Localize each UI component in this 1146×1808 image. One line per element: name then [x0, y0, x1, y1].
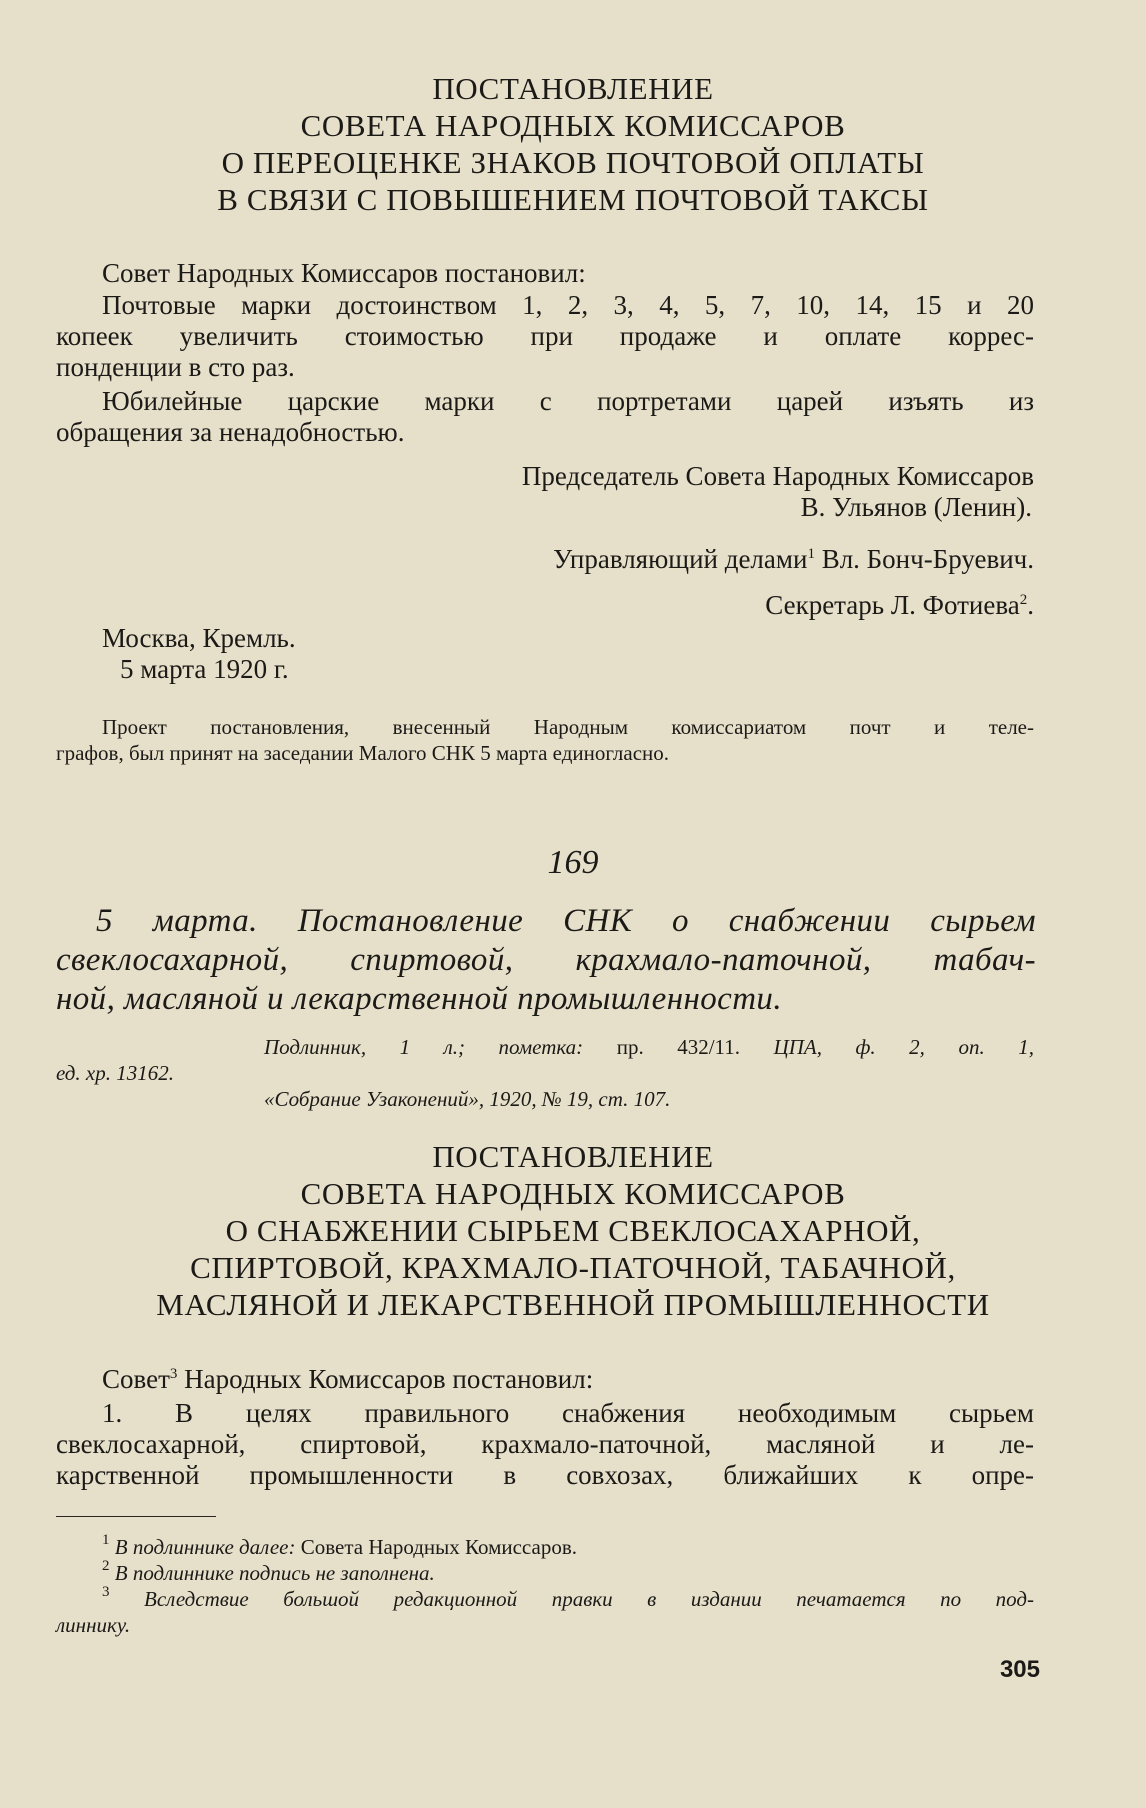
source-mark: пр. 432/11.: [616, 1035, 741, 1059]
heading-line: ПОСТАНОВЛЕНИЕ: [432, 71, 714, 106]
intro-text: Совет: [102, 1364, 170, 1394]
footnote-text: Совета Народных Комиссаров.: [300, 1535, 577, 1559]
place-date: [102, 623, 296, 685]
intro-text: Народных Комиссаров постановил:: [184, 1364, 594, 1394]
source-archive: ЦПА, ф. 2, оп. 1,: [773, 1035, 1034, 1059]
secretary-text: Секретарь Л. Фотиева: [765, 590, 1020, 620]
manager-signature: [300, 544, 1034, 575]
source-original: Подлинник, 1 л.; пометка:: [264, 1035, 584, 1059]
source-references: [56, 1034, 1034, 1112]
title-line: свеклосахарной, спиртовой, крахмало-паточной, табач-: [56, 942, 1036, 978]
footnote-ref: 1: [807, 546, 815, 562]
document-title: [56, 902, 1036, 1019]
decree-paragraph-1: [56, 290, 1034, 383]
secretary-end: .: [1027, 590, 1034, 620]
place: Москва, Кремль.: [102, 623, 296, 653]
footnote-italic: Вследствие большой редакционной правки в издании печатается по под-: [144, 1587, 1034, 1611]
decree-intro-2: [102, 1364, 593, 1395]
heading-line: О СНАБЖЕНИИ СЫРЬЕМ СВЕКЛОСАХАРНОЙ,: [225, 1213, 921, 1248]
footnote-number: 3: [102, 1584, 110, 1600]
footnotes: [56, 1534, 1034, 1638]
footnote: [56, 1534, 1034, 1560]
footnote-ref: 2: [1019, 592, 1028, 608]
heading-line: В СВЯЗИ С ПОВЫШЕНИЕМ ПОЧТОВОЙ ТАКСЫ: [217, 182, 929, 217]
chairman-title: Председатель Совета Народных Комиссаров: [521, 461, 1034, 491]
footnote: [56, 1560, 1034, 1586]
heading-line: СОВЕТА НАРОДНЫХ КОМИССАРОВ: [300, 108, 846, 143]
secretary-signature: [300, 590, 1034, 621]
manager-name: Вл. Бонч-Бруевич.: [821, 544, 1034, 574]
date: 5 марта 1920 г.: [120, 654, 289, 684]
note-line: Проект постановления, внесенный Народным комиссариатом почт и теле-: [102, 715, 1034, 739]
document-number: 169: [547, 844, 599, 881]
footnote-ref: 3: [169, 1366, 178, 1382]
text-line: 1. В целях правильного снабжения необходимым сырьем: [102, 1398, 1034, 1428]
chairman-name: В. Ульянов (Ленин).: [800, 492, 1032, 522]
decree-heading-1: [0, 70, 1146, 218]
manager-label: Управляющий делами: [553, 544, 808, 574]
chairman-signature: [300, 461, 1034, 523]
text-line: понденции в сто раз.: [56, 352, 295, 382]
footnote-continuation: линнику.: [56, 1613, 131, 1637]
decree-paragraph-2: [56, 386, 1034, 448]
source-line: [56, 1034, 1034, 1060]
heading-line: ПОСТАНОВЛЕНИЕ: [432, 1139, 714, 1174]
title-line: ной, масляной и лекарственной промышленности.: [56, 981, 782, 1017]
text-line: свеклосахарной, спиртовой, крахмало-паточной, масляной и ле-: [56, 1429, 1034, 1459]
source-line: ед. хр. 13162.: [56, 1061, 174, 1085]
footnote-italic: В подлиннике подпись не заполнена.: [114, 1561, 435, 1585]
text-line: Юбилейные царские марки с портретами царей изъять из: [102, 386, 1034, 416]
text-line: карственной промышленности в совхозах, ближайших к опре-: [56, 1460, 1034, 1490]
decree-paragraph-3: [56, 1398, 1034, 1491]
footnote-number: 2: [102, 1558, 110, 1574]
footnote-number: 1: [102, 1532, 110, 1548]
footnote: [56, 1586, 1034, 1612]
heading-line: О ПЕРЕОЦЕНКЕ ЗНАКОВ ПОЧТОВОЙ ОПЛАТЫ: [221, 145, 925, 180]
heading-line: СПИРТОВОЙ, КРАХМАЛО-ПАТОЧНОЙ, ТАБАЧНОЙ,: [190, 1250, 956, 1285]
decree-intro-1: Совет Народных Комиссаров постановил:: [102, 258, 586, 288]
text-line: Почтовые марки достоинством 1, 2, 3, 4, 5, 7, 10, 14, 15 и 20: [102, 290, 1034, 320]
page-number: 305: [999, 1656, 1040, 1683]
text-line: копеек увеличить стоимостью при продаже и оплате коррес-: [56, 321, 1034, 351]
text-line: обращения за ненадобностью.: [56, 417, 405, 447]
heading-line: СОВЕТА НАРОДНЫХ КОМИССАРОВ: [300, 1176, 846, 1211]
editorial-note: [56, 714, 1034, 766]
title-line: 5 марта. Постановление СНК о снабжении сырьем: [96, 903, 1036, 939]
footnote-divider: [56, 1516, 216, 1517]
source-publication: «Собрание Узаконений», 1920, № 19, ст. 107.: [264, 1087, 671, 1111]
footnote-italic: В подлиннике далее:: [114, 1535, 296, 1559]
decree-heading-2: [0, 1138, 1146, 1323]
heading-line: МАСЛЯНОЙ И ЛЕКАРСТВЕННОЙ ПРОМЫШЛЕННОСТИ: [156, 1287, 990, 1322]
note-line: графов, был принят на заседании Малого СНК 5 марта единогласно.: [56, 741, 670, 765]
